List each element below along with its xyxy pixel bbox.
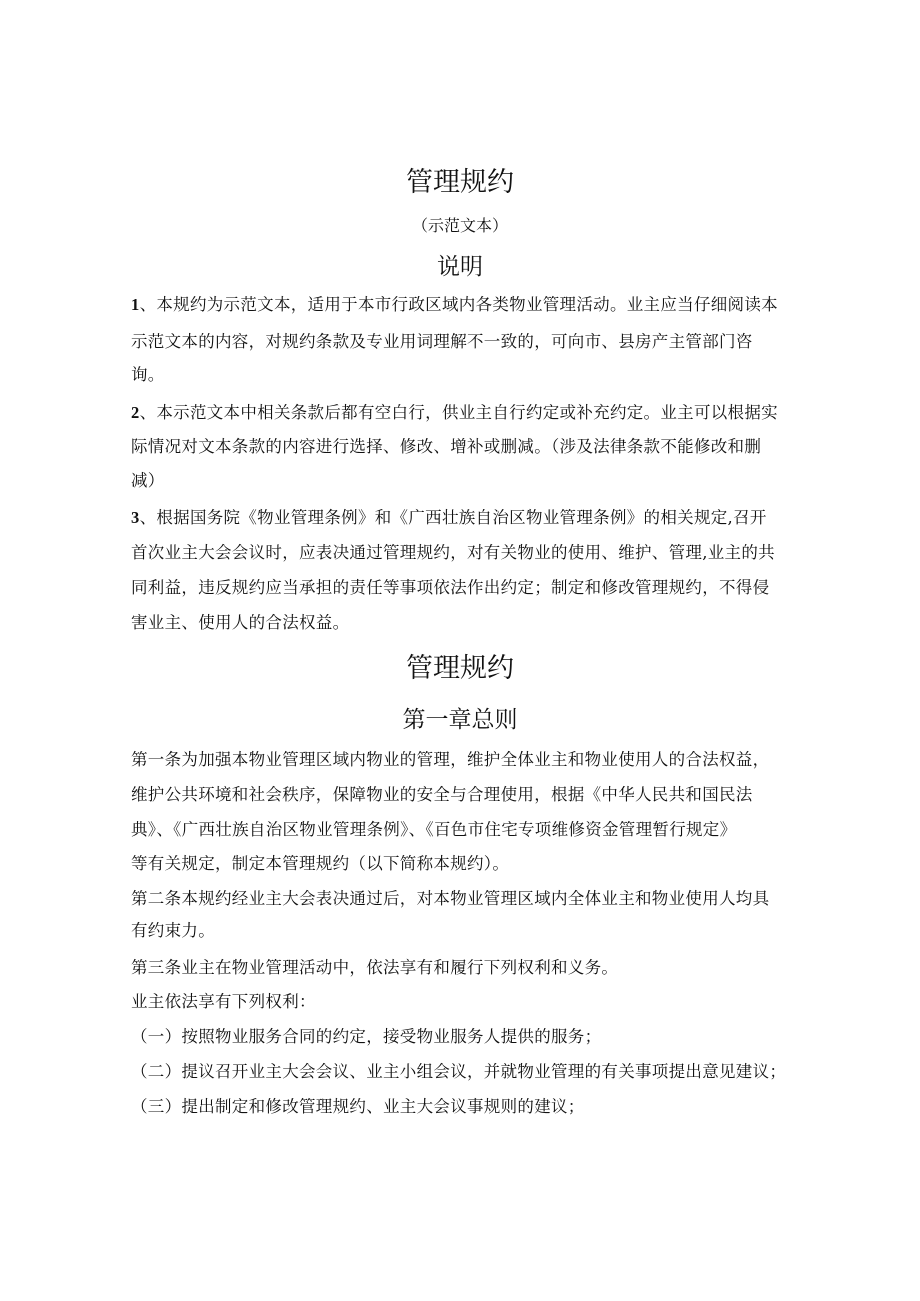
note-number: 1 [131, 295, 140, 314]
document-title: 管理规约 [406, 167, 514, 198]
note-3-line: 首次业主大会会议时，应表决通过管理规约，对有关物业的使用、维护、管理,业主的共 [131, 543, 775, 562]
note-1-line: 1、本规约为示范文本，适用于本市行政区域内各类物业管理活动。业主应当仔细阅读本 [131, 295, 778, 314]
chapter-heading: 第一章总则 [402, 707, 518, 733]
body-line: 有约束力。 [131, 921, 215, 940]
document-subtitle: （示范文本） [411, 216, 508, 235]
body-line: 第三条业主在物业管理活动中，依法享有和履行下列权利和义务。 [131, 958, 619, 977]
note-3-line: 同利益，违反规约应当承担的责任等事项依法作出约定；制定和修改管理规约，不得侵 [131, 578, 770, 597]
body-line: 第二条本规约经业主大会表决通过后，对本物业管理区域内全体业主和物业使用人均具 [131, 889, 770, 908]
note-2-line: 减） [131, 471, 165, 490]
note-2-line: 2、本示范文本中相关条款后都有空白行，供业主自行约定或补充约定。业主可以根据实 [131, 403, 778, 422]
note-number: 3 [131, 508, 140, 527]
body-line: （三）提出制定和修改管理规约、业主大会议事规则的建议； [131, 1097, 585, 1116]
note-1-line: 示范文本的内容，对规约条款及专业用词理解不一致的，可向市、县房产主管部门咨 [131, 332, 753, 351]
regulation-title: 管理规约 [406, 653, 514, 684]
body-line: 等有关规定，制定本管理规约（以下简称本规约）。 [131, 854, 510, 873]
body-line: （二）提议召开业主大会会议、业主小组会议，并就物业管理的有关事项提出意见建议； [131, 1062, 787, 1081]
note-1-line: 询。 [131, 365, 165, 384]
body-line: 维护公共环境和社会秩序，保障物业的安全与合理使用，根据《中华人民共和国民法 [131, 785, 753, 804]
body-line: 第一条为加强本物业管理区域内物业的管理，维护全体业主和物业使用人的合法权益， [131, 750, 770, 769]
note-2-line: 际情况对文本条款的内容进行选择、修改、增补或删减。（涉及法律条款不能修改和删 [131, 437, 762, 456]
note-3-line: 3、根据国务院《物业管理条例》和《广西壮族自治区物业管理条例》的相关规定,召开 [131, 508, 767, 527]
body-line: （一）按照物业服务合同的约定，接受物业服务人提供的服务； [131, 1027, 602, 1046]
note-3-line: 害业主、使用人的合法权益。 [131, 613, 350, 632]
note-number: 2 [131, 403, 140, 422]
body-line: 典》、《广西壮族自治区物业管理条例》、《百色市住宅专项维修资金管理暂行规定》 [131, 820, 737, 839]
body-line: 业主依法享有下列权利： [131, 992, 316, 1011]
explain-heading: 说明 [437, 254, 483, 280]
